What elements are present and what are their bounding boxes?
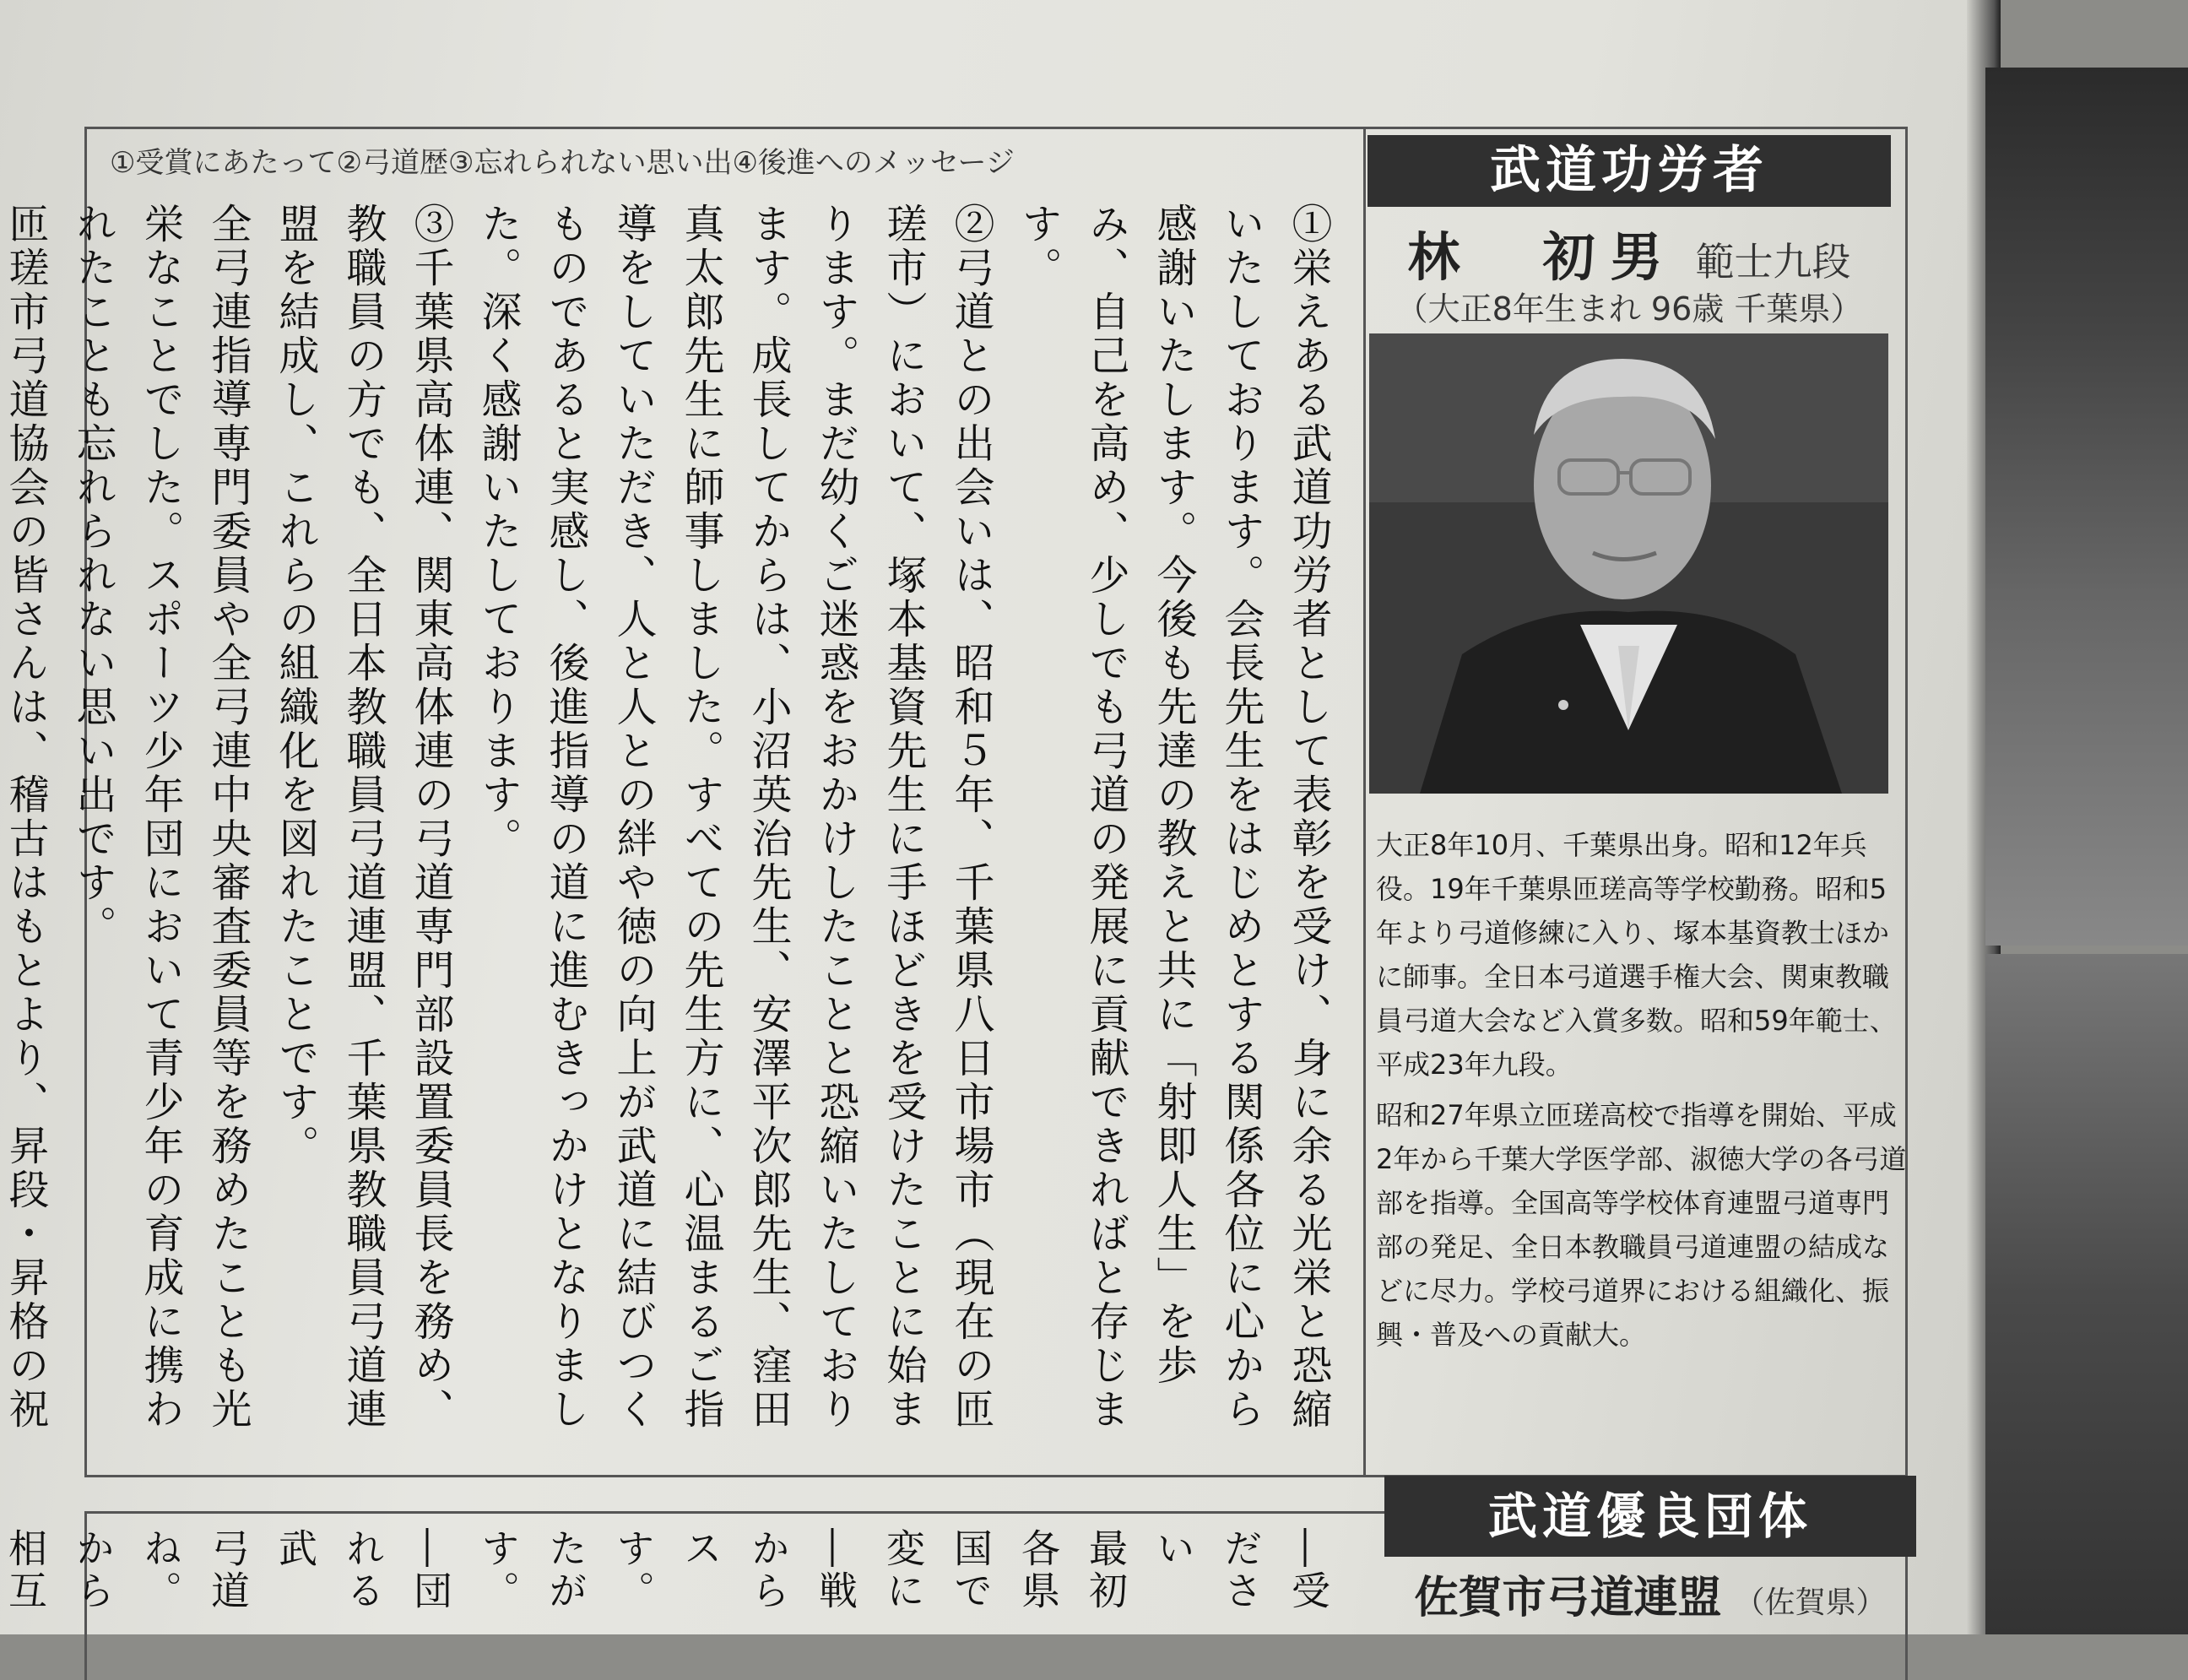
award-category-title-2: 武道優良団体 <box>1384 1476 1916 1557</box>
organization-name-row <box>1384 1562 1916 1621</box>
question-legend: ①受賞にあたって②弓道歴③忘れられない思い出④後進へのメッセージ <box>110 146 1015 180</box>
bio-paragraph: 大正8年10月、千葉県出身。昭和12年兵役。19年千葉県匝瑳高等学校勤務。昭和5年より弓道修練に入り、塚本基資教士ほかに師事。全日本弓道選手権大会、関東教職員弓道大会など入賞多数。昭和59年範士、平成23年九段。 <box>1376 829 1897 1081</box>
organization-prefecture: （佐賀県） <box>1734 1585 1887 1620</box>
partial-line: 国で <box>948 1528 994 1612</box>
recipient-rank: 範士九段 <box>1695 239 1851 285</box>
partial-line: 武 <box>273 1528 318 1570</box>
recipient-name-row <box>1368 215 1891 288</box>
adjacent-page-photo-top <box>1985 68 2188 946</box>
partial-line: れる <box>340 1528 386 1612</box>
partial-line: から <box>70 1528 116 1612</box>
award-category-title: 武道功労者 <box>1368 135 1891 207</box>
answer-3-cont-2: 匝瑳市弓道協会の皆さんは、稽古はもとより、昇段・昇格の祝 <box>2 203 49 1432</box>
partial-line: 最初 <box>1083 1528 1129 1612</box>
partial-line: ―戦 <box>813 1528 858 1612</box>
bio-paragraph: 昭和27年県立匝瑳高校で指導を開始、平成2年から千葉大学医学部、淑徳大学の各弓道部を指導。全国高等学校体育連盟弓道専門部の発足、全日本教職員弓道連盟の結成などに尽力。学校弓道界における組織化、振興・普及への貢献大。 <box>1376 1099 1907 1351</box>
partial-line: ね。 <box>138 1528 183 1612</box>
adjacent-page-photo-bottom <box>1985 954 2188 1634</box>
partial-line: たが <box>543 1528 588 1612</box>
partial-line: ―団 <box>408 1528 453 1612</box>
portrait-illustration <box>1369 333 1888 794</box>
partial-line: 相互 <box>3 1528 48 1612</box>
recipient-portrait-photo <box>1369 333 1888 794</box>
article-body <box>2 203 1342 1452</box>
answer-2: ②弓道との出会いは、昭和５年、千葉県八日市場市（現在の匝瑳市）において、塚本基資先生に手ほどきを受けたことに始まります。まだ幼くご迷惑をおかけしたことと恐縮いたしております。成長してからは、小沼英治先生、安澤平次郎先生、窪田真太郎先生に師事しました。すべての先生方に、心温まるご指導をしていただき、人と人との絆や徳の向上が武道に結びつくものであると実感し、後進指導の道に進むきっかけとなりました。深く感謝いたしております。 <box>474 203 994 1432</box>
partial-line: から <box>745 1528 791 1612</box>
answer-3-cont: 全弓連指導専門委員や全弓連中央審査委員等を務めたことも光栄なことでした。スポーツ少年団において青少年の育成に携われたことも忘れられない思い出です。 <box>69 203 252 1432</box>
answer-3: ③千葉県高体連、関東高体連の弓道専門部設置委員長を務め、教職員の方でも、全日本教職員弓道連盟、千葉県教職員弓道連盟を結成し、これらの組織化を図れたことです。 <box>272 203 454 1432</box>
partial-line: 弓道 <box>205 1528 251 1612</box>
partial-line: 各県 <box>1015 1528 1061 1612</box>
answer-1: ①栄えある武道功労者として表彰を受け、身に余る光栄と恐縮いたしております。会長先生をはじめとする関係各位に心から感謝いたします。今後も先達の教えと共に「射即人生」を歩み、自己を高め、少しでも弓道の発展に貢献できればと存じます。 <box>1015 203 1332 1432</box>
next-article-body-partial <box>3 1528 1342 1634</box>
partial-line: ださい <box>1151 1528 1264 1612</box>
recipient-biography <box>1376 823 1908 1363</box>
recipient-birth-info: （大正8年生まれ 96歳 千葉県） <box>1395 290 1863 328</box>
partial-line: ス <box>678 1528 723 1570</box>
partial-line: ―受 <box>1286 1528 1331 1612</box>
partial-line: す。 <box>610 1528 656 1612</box>
partial-line: す。 <box>475 1528 521 1612</box>
recipient-name: 林 初男 <box>1407 226 1678 288</box>
organization-name: 佐賀市弓道連盟 <box>1414 1572 1722 1623</box>
partial-line: 変に <box>880 1528 926 1612</box>
